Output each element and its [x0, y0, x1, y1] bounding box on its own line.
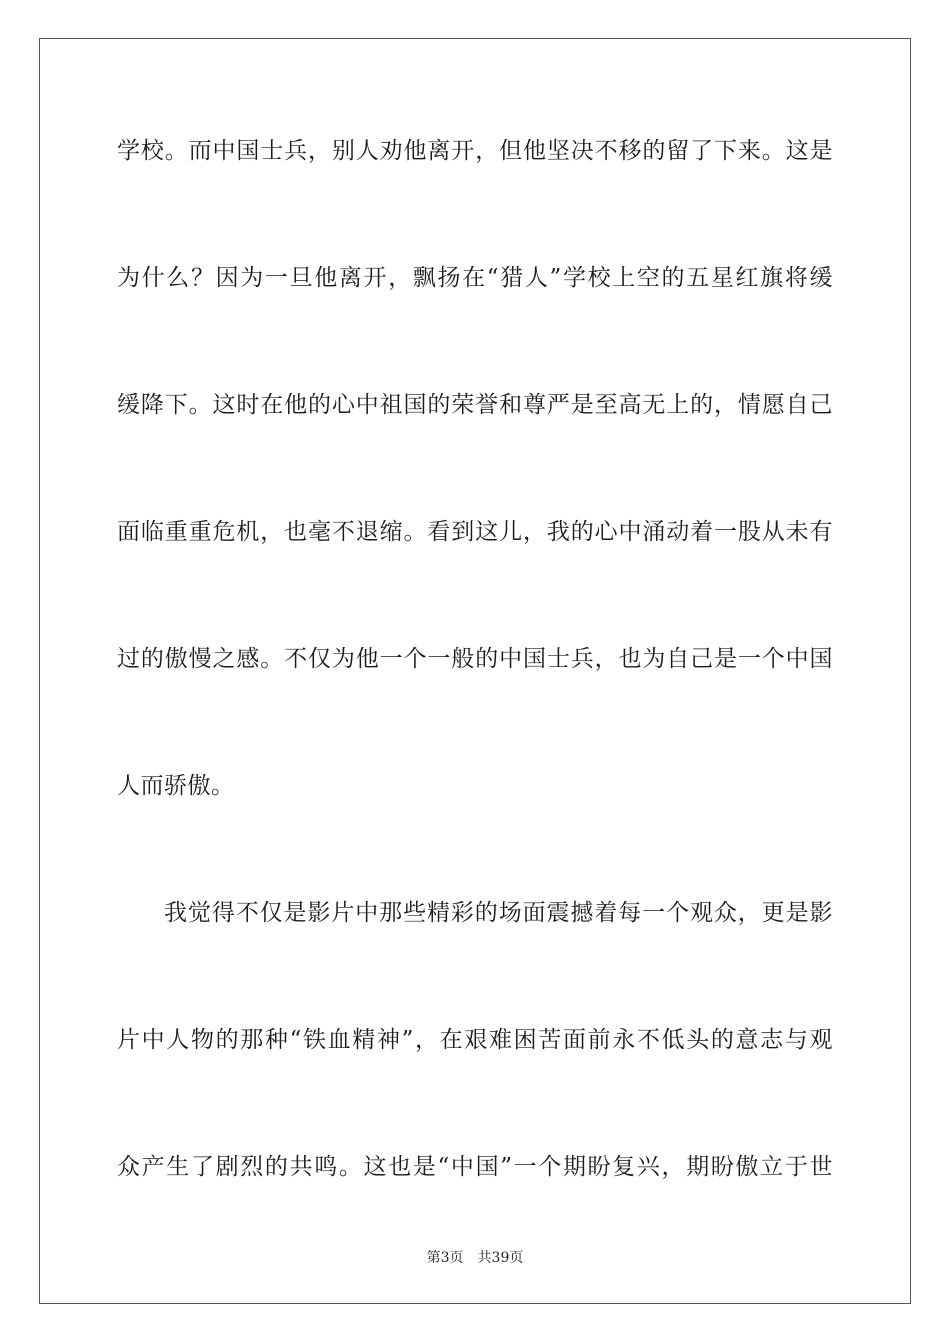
text-line: 为什么？因为一旦他离开，飘扬在“猎人”学校上空的五星红旗将缓: [117, 265, 833, 291]
text-line: 面临重重危机，也毫不退缩。看到这儿，我的心中涌动着一股从未有: [117, 519, 833, 545]
page-total: 共39页: [477, 1250, 524, 1266]
text-line: 我觉得不仅是影片中那些精彩的场面震撼着每一个观众，更是影: [164, 900, 833, 926]
text-line: 片中人物的那种“铁血精神”，在艰难困苦面前永不低头的意志与观: [117, 1027, 833, 1053]
page-footer: [0, 1247, 950, 1267]
text-line: 众产生了剧烈的共鸣。这也是“中国”一个期盼复兴，期盼傲立于世: [117, 1154, 833, 1180]
text-line: 缓降下。这时在他的心中祖国的荣誉和尊严是至高无上的，情愿自己: [117, 392, 833, 418]
text-line: 学校。而中国士兵，别人劝他离开，但他坚决不移的留了下来。这是: [117, 138, 833, 164]
document-body: [117, 118, 833, 1261]
page-number: 第3页: [426, 1250, 464, 1266]
text-line: 过的傲慢之感。不仅为他一个一般的中国士兵，也为自己是一个中国: [117, 646, 833, 672]
text-line: 人而骄傲。: [117, 773, 235, 799]
